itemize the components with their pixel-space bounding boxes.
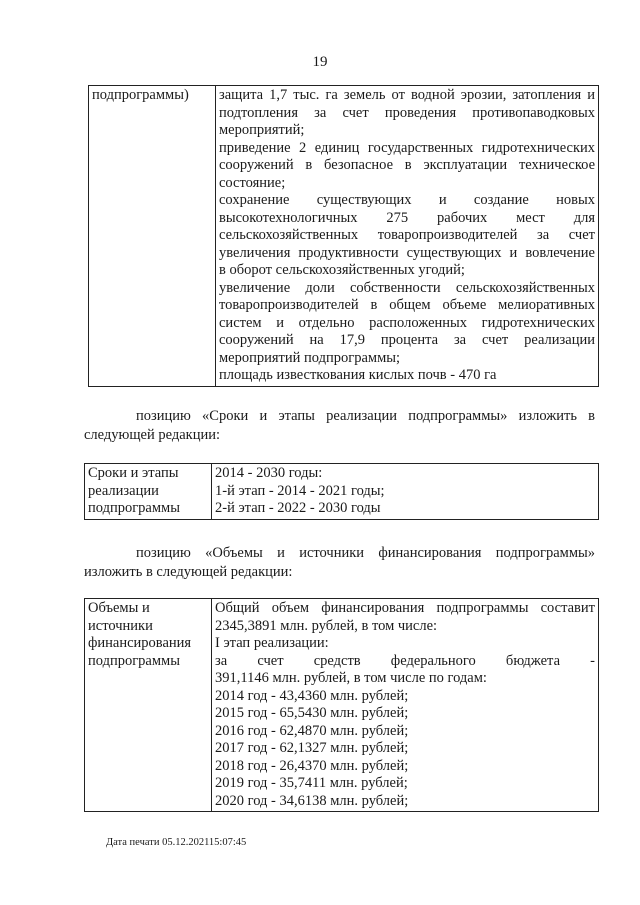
table-row: [89, 86, 599, 387]
content-line: 2-й этап - 2022 - 2030 годы: [215, 500, 381, 516]
content-line: 2014 - 2030 годы:: [215, 465, 323, 481]
content-line: состояние;: [219, 174, 286, 191]
content-line: площадь известкования кислых почв - 470 га: [219, 367, 497, 383]
content-line: подтопления за счет проведения противопаводковых: [219, 104, 595, 121]
content-line: 2020 год - 34,6138 млн. рублей;: [215, 792, 409, 809]
content-line: систем и отдельно расположенных гидротехнических: [219, 314, 595, 331]
row-content: [216, 86, 599, 387]
content-line: сооружений в безопасное в эксплуатации техническое: [219, 157, 595, 173]
content-line: финансирования: [88, 635, 192, 651]
table-row: [85, 599, 599, 812]
content-line: Объемы и: [88, 600, 150, 616]
content-line: 391,1146 млн. рублей, в том числе по годам:: [215, 670, 487, 686]
content-line: 2016 год - 62,4870 млн. рублей;: [215, 722, 409, 739]
content-line: 2019 год - 35,7411 млн. рублей;: [215, 775, 408, 791]
paragraph-line: позицию «Объемы и источники финансирования подпрограммы»: [136, 545, 595, 561]
row-label: [85, 599, 212, 812]
content-line: приведение 2 единиц государственных гидротехнических: [219, 139, 595, 156]
content-line: Общий объем финансирования подпрограммы составит: [215, 600, 595, 616]
content-line: высокотехнологичных 275 рабочих мест для: [219, 209, 595, 226]
content-line: товаропроизводителей в общем объеме мелиоративных: [219, 297, 595, 313]
content-line: 2017 год - 62,1327 млн. рублей;: [215, 740, 409, 756]
content-line: реализации: [88, 482, 159, 499]
row-label: [85, 464, 212, 520]
funding-table: [84, 598, 599, 812]
content-line: сельскохозяйственных товаропроизводителей за счет: [219, 227, 595, 243]
content-line: мероприятий;: [219, 122, 305, 138]
content-line: 1-й этап - 2014 - 2021 годы;: [215, 482, 385, 499]
paragraph-line: следующей редакции:: [84, 426, 221, 443]
content-line: 2014 год - 43,4360 млн. рублей;: [215, 687, 409, 704]
content-line: 2345,3891 млн. рублей, в том числе:: [215, 617, 438, 634]
content-line: за счет средств федерального бюджета -: [215, 652, 595, 669]
content-line: подпрограммы: [88, 500, 180, 516]
row-label: [89, 86, 216, 387]
content-line: мероприятий подпрограммы;: [219, 349, 401, 366]
content-line: Сроки и этапы: [88, 465, 179, 481]
row-content: [212, 464, 599, 520]
content-line: 2018 год - 26,4370 млн. рублей;: [215, 757, 409, 774]
page-number: 19: [312, 54, 328, 70]
content-line: I этап реализации:: [215, 635, 329, 651]
content-line: 2015 год - 65,5430 млн. рублей;: [215, 705, 409, 721]
row-label-text: подпрограммы): [92, 87, 189, 103]
content-line: увеличения продуктивности существующих и вовлечение: [219, 244, 595, 261]
timing-table: [84, 463, 599, 520]
content-line: защита 1,7 тыс. га земель от водной эрозии, затопления и: [219, 87, 595, 103]
content-line: в оборот сельскохозяйственных угодий;: [219, 262, 465, 278]
paragraph-funding: [84, 544, 595, 581]
paragraph-line: изложить в следующей редакции:: [84, 563, 293, 580]
print-date-footer: Дата печати 05.12.202115:07:45: [106, 837, 247, 848]
paragraph-timing: [84, 407, 595, 444]
content-line: сооружений на 17,9 процента за счет реализации: [219, 332, 595, 348]
row-content: [212, 599, 599, 812]
content-line: источники: [88, 617, 153, 634]
content-line: сохранение существующих и создание новых: [219, 192, 595, 208]
paragraph-line: позицию «Сроки и этапы реализации подпрограммы» изложить в: [136, 408, 595, 424]
results-table: [88, 85, 599, 387]
table-row: [85, 464, 599, 520]
content-line: подпрограммы: [88, 652, 180, 669]
content-line: увеличение доли собственности сельскохозяйственных: [219, 279, 595, 296]
